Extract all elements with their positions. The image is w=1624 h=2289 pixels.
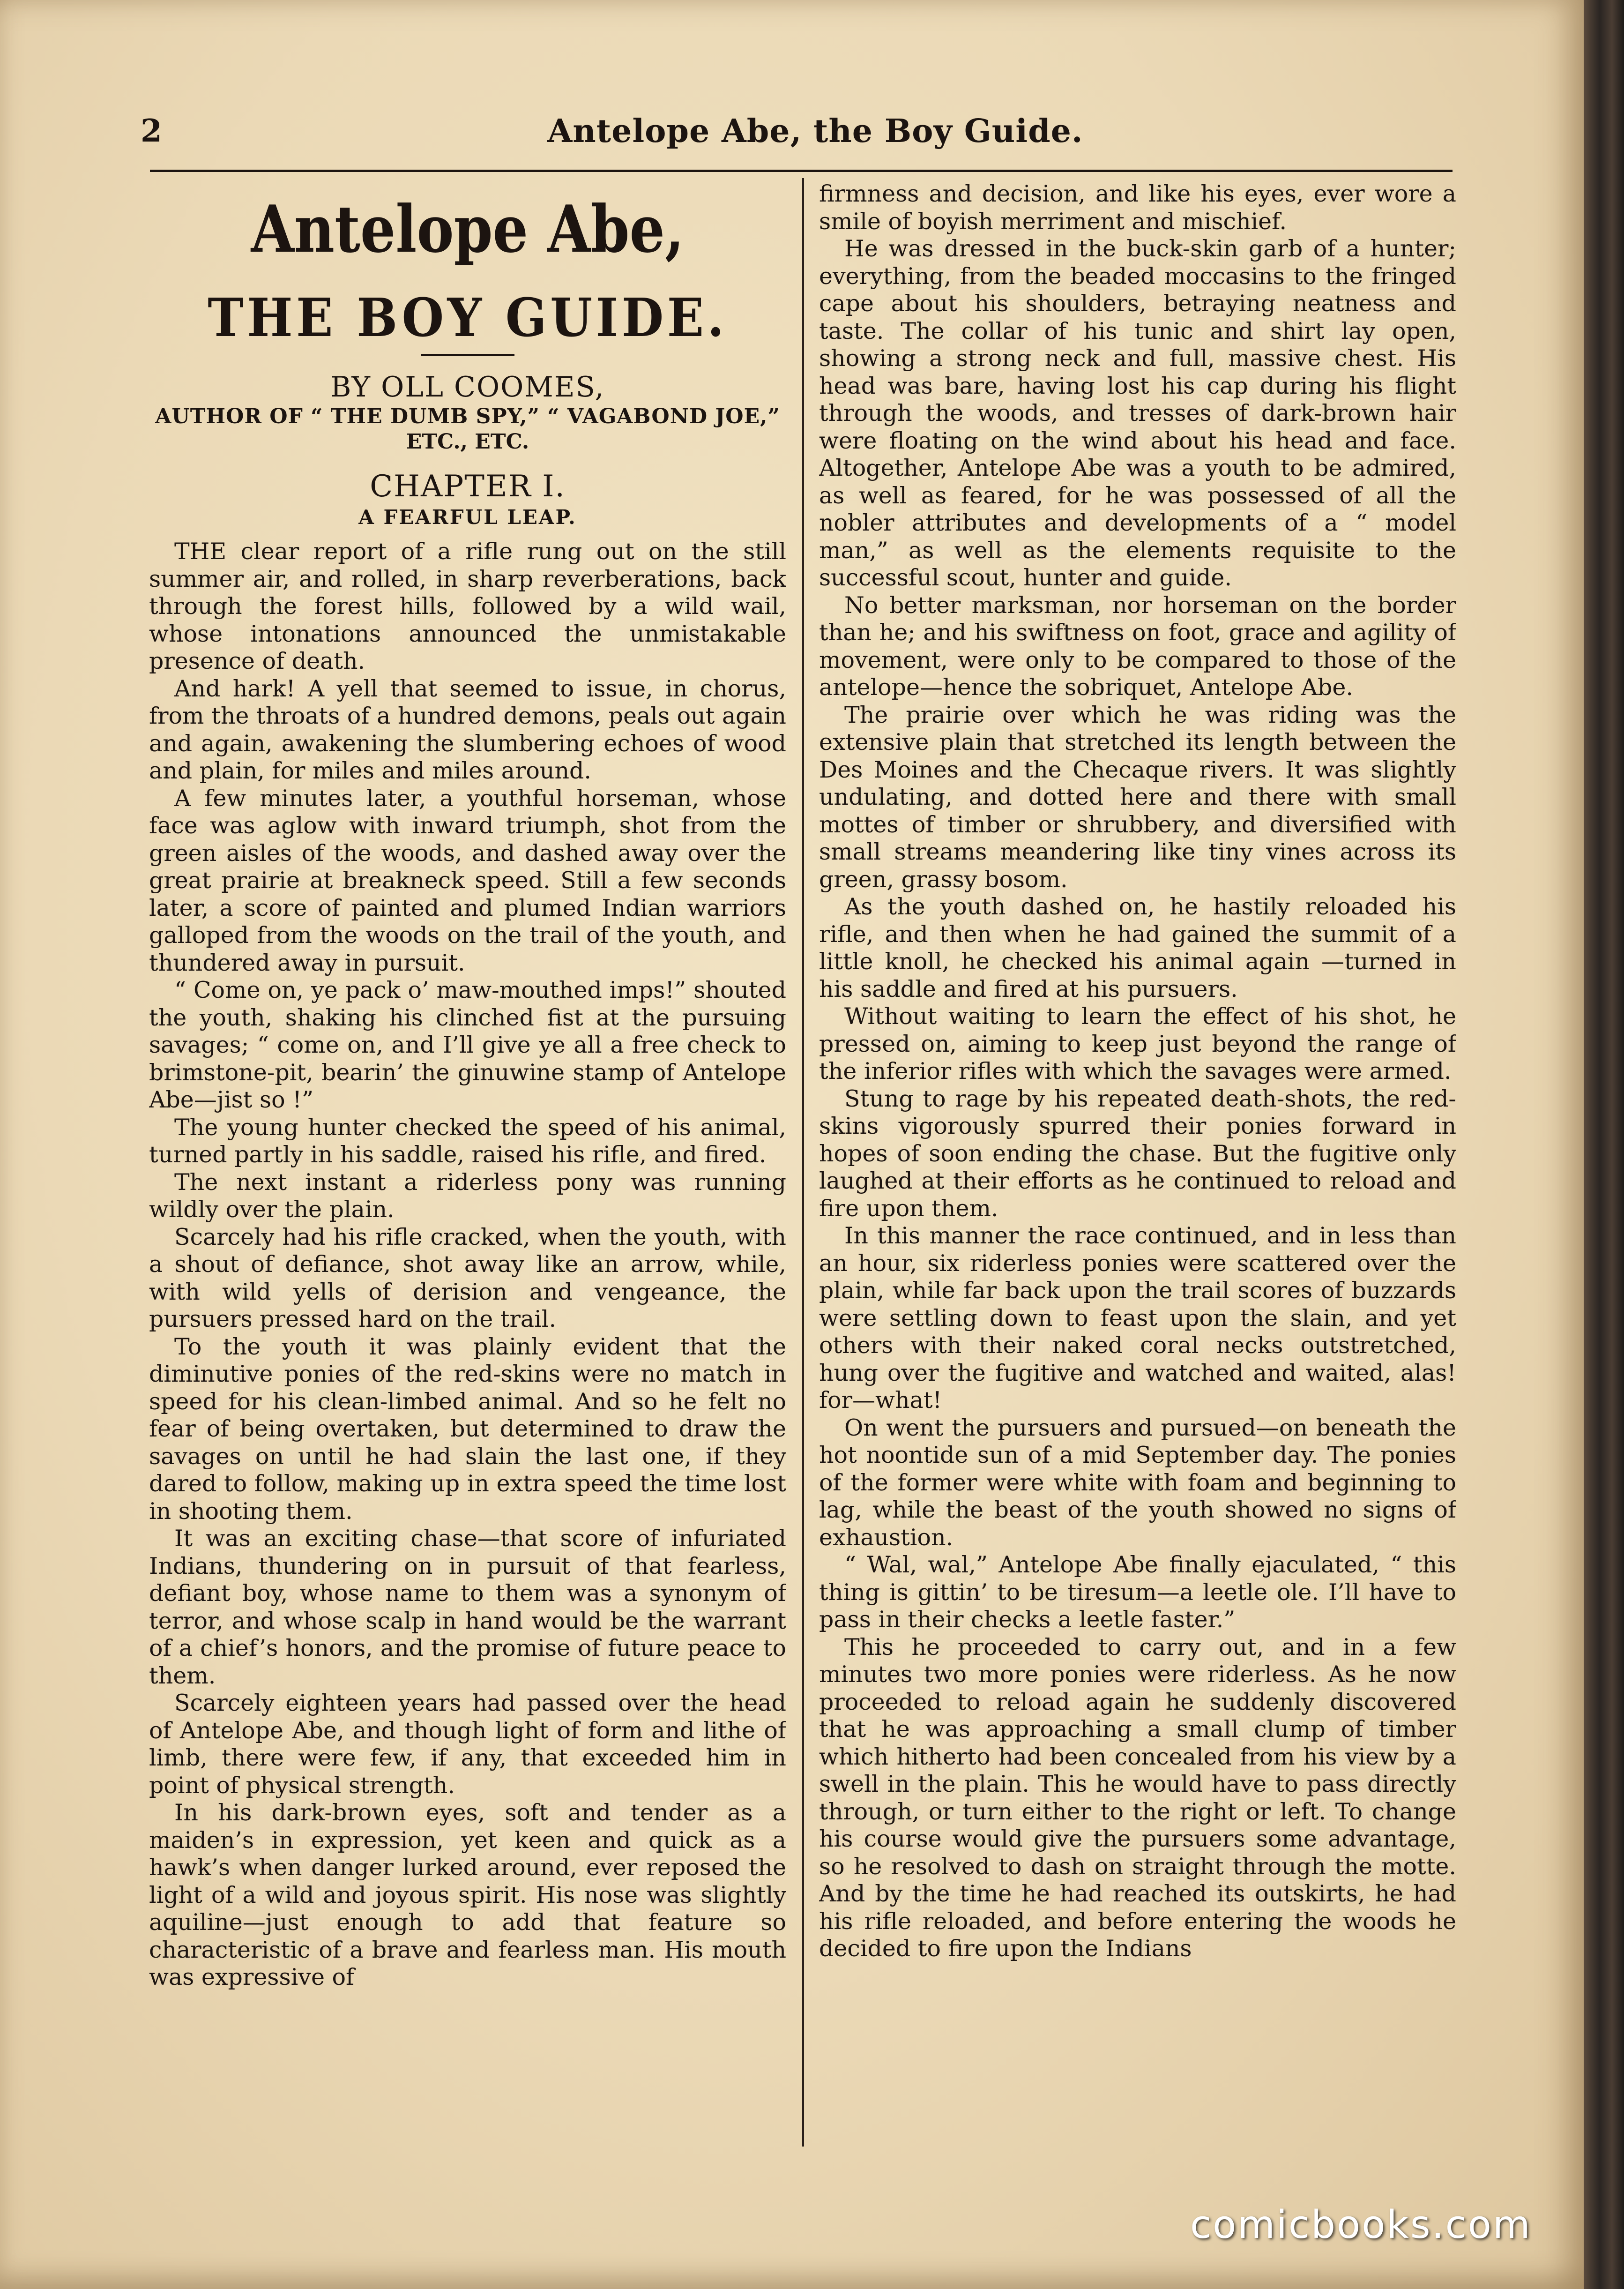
paragraph: It was an exciting chase—that score of infuriated Indians, thundering on in pursuit of that fearless, defiant boy, whose name to them was a synonym of terror, and whose scalp in hand would be the warrant of a chief’s honors, and the promise of future peace to them.	[149, 1525, 786, 1689]
right-column	[819, 180, 1456, 2139]
title-rule	[421, 354, 514, 356]
paragraph: This he proceeded to carry out, and in a few minutes two more ponies were riderless. As he now proceeded to reload again he suddenly discovered that he was approaching a small clump of timber which hitherto had been concealed from his view by a swell in the plain. This he would have to pass directly through, or turn either to the right or left. To change his course would give the pursuers some advantage, so he resolved to dash on straight through the motte. And by the time he had reached its outskirts, he had his rifle reloaded, and before entering the woods he decided to fire upon the Indians	[819, 1633, 1456, 1962]
column-divider	[802, 178, 804, 2147]
page-edge	[1584, 0, 1624, 2289]
paragraph: He was dressed in the buck-skin garb of a hunter; everything, from the beaded moccasins to the fringed cape about his shoulders, betraying neatness and taste. The collar of his tunic and shirt lay open, showing a strong neck and full, massive chest. His head was bare, having lost his cap during his flight through the woods, and tresses of dark-brown hair were floating on the wind about his head and face. Altogether, Antelope Abe was a youth to be admired, as well as feared, for he was possessed of all the nobler attributes and developments of a “ model man,” as well as the elements requisite to the successful scout, hunter and guide.	[819, 235, 1456, 591]
paragraph: To the youth it was plainly evident that the diminutive ponies of the red-skins were no match in speed for his clean-limbed animal. And so he felt no fear of being overtaken, but determined to draw the savages on until he had slain the last one, if they dared to follow, making up in extra speed the time lost in shooting them.	[149, 1333, 786, 1525]
story-title: Antelope Abe,	[251, 191, 685, 267]
story-subtitle: THE BOY GUIDE.	[208, 287, 728, 349]
page-number: 2	[141, 112, 162, 149]
paragraph: “ Come on, ye pack o’ maw-mouthed imps!” shouted the youth, shaking his clinched fist at the pursuing savages; “ come on, and I’ll give ye all a free check to brimstone-pit, bearin’ the ginuwine stamp of Antelope Abe—jist so !”	[149, 977, 786, 1113]
watermark: comicbooks.com	[1190, 2203, 1532, 2247]
running-title: Antelope Abe, the Boy Guide.	[547, 112, 1083, 150]
byline: BY OLL COOMES,	[330, 371, 605, 404]
paragraph: Scarcely had his rifle cracked, when the youth, with a shout of defiance, shot away like an arrow, while, with wild yells of derision and vengeance, the pursuers pressed hard on the trail.	[149, 1223, 786, 1332]
header-rule	[150, 170, 1453, 172]
page-header	[141, 112, 1490, 159]
paragraph: Without waiting to learn the effect of his shot, he pressed on, aiming to keep just beyond the range of the inferior rifles with which the savages were armed.	[819, 1003, 1456, 1085]
left-column	[149, 180, 786, 2139]
chapter-heading: CHAPTER I.	[370, 469, 566, 504]
paragraph: In his dark-brown eyes, soft and tender as a maiden’s in expression, yet keen and quick as a hawk’s when danger lurked around, ever reposed the light of a wild and joyous spirit. His nose was slightly aquiline—just enough to add that feature so characteristic of a brave and fearless man. His mouth was expressive of	[149, 1799, 786, 1990]
paragraph: THE clear report of a rifle rung out on the still summer air, and rolled, in sharp reverberations, back through the forest hills, followed by a wild wail, whose intonations announced the unmistakable presence of death.	[149, 538, 786, 674]
paragraph: On went the pursuers and pursued—on beneath the hot noontide sun of a mid September day. The ponies of the former were white with foam and beginning to lag, while the beast of the youth showed no signs of exhaustion.	[819, 1414, 1456, 1551]
paragraph: A few minutes later, a youthful horseman, whose face was aglow with inward triumph, shot from the green aisles of the woods, and dashed away over the great prairie at breakneck speed. Still a few seconds later, a score of painted and plumed Indian warriors galloped from the woods on the trail of the youth, and thundered away in pursuit.	[149, 785, 786, 976]
author-of-line: AUTHOR OF “ THE DUMB SPY,” “ VAGABOND JOE,”	[155, 404, 780, 428]
chapter-title: A FEARFUL LEAP.	[358, 506, 577, 529]
paragraph: Stung to rage by his repeated death-shots, the red-skins vigorously spurred their ponies forward in hopes of soon ending the chase. But the fugitive only laughed at their efforts as he continued to reload and fire upon them.	[819, 1085, 1456, 1222]
paragraph-continued: firmness and decision, and like his eyes, ever wore a smile of boyish merriment and mischief.	[819, 180, 1456, 235]
paragraph: And hark! A yell that seemed to issue, in chorus, from the throats of a hundred demons, peals out again and again, awakening the slumbering echoes of wood and plain, for miles and miles around.	[149, 675, 786, 784]
paragraph: “ Wal, wal,” Antelope Abe finally ejaculated, “ this thing is gittin’ to be tiresum—a leetle ole. I’ll have to pass in their checks a leetle faster.”	[819, 1551, 1456, 1633]
paragraph: Scarcely eighteen years had passed over the head of Antelope Abe, and though light of form and lithe of limb, there were few, if any, that exceeded him in point of physical strength.	[149, 1690, 786, 1799]
paragraph: The prairie over which he was riding was the extensive plain that stretched its length between the Des Moines and the Checaque rivers. It was slightly undulating, and dotted here and there with small mottes of timber or shrubbery, and diversified with small streams meandering like tiny vines across its green, grassy bosom.	[819, 701, 1456, 893]
paragraph: The next instant a riderless pony was running wildly over the plain.	[149, 1168, 786, 1223]
author-etc: ETC., ETC.	[406, 430, 529, 454]
paragraph: As the youth dashed on, he hastily reloaded his rifle, and then when he had gained the summit of a little knoll, he checked his animal again —turned in his saddle and fired at his pursuers.	[819, 893, 1456, 1002]
story-title-block	[149, 192, 786, 531]
paragraph: The young hunter checked the speed of his animal, turned partly in his saddle, raised his rifle, and fired.	[149, 1114, 786, 1168]
paragraph: No better marksman, nor horseman on the border than he; and his swiftness on foot, grace and agility of movement, were only to be compared to those of the antelope—hence the sobriquet, Antelope Abe.	[819, 591, 1456, 701]
paragraph: In this manner the race continued, and in less than an hour, six riderless ponies were scattered over the plain, while far back upon the trail scores of buzzards were settling down to feast upon the slain, and yet others with their naked coral necks outstretched, hung over the fugitive and watched and waited, alas! for—what!	[819, 1222, 1456, 1414]
